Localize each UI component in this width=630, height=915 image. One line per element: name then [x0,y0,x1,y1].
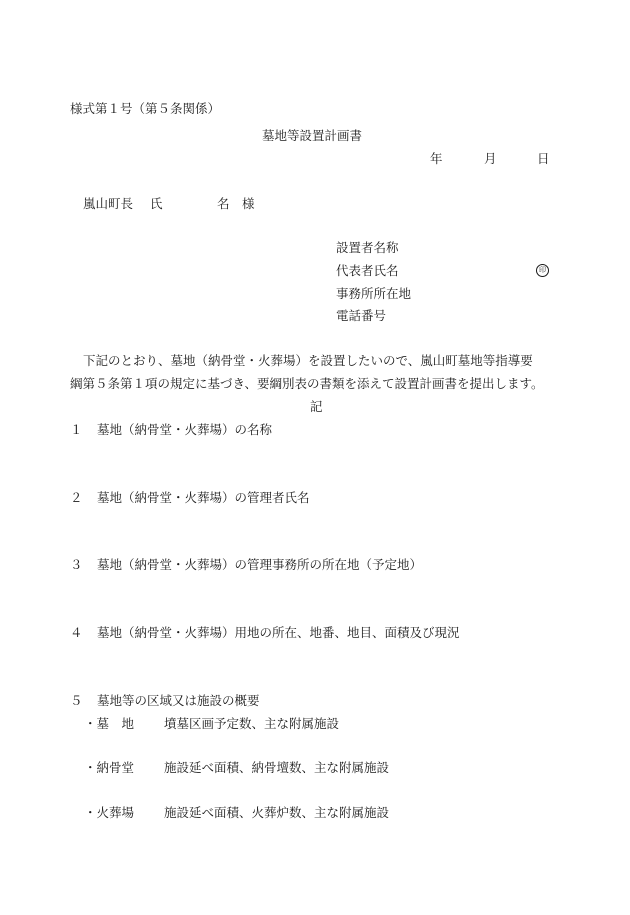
facility-cemetery-detail: 墳墓区画予定数、主な附属施設 [164,716,340,731]
item-1-text: 墓地（納骨堂・火葬場）の名称 [97,422,273,437]
item-5-text: 墓地等の区域又は施設の概要 [97,693,260,708]
facility-ossuary-detail: 施設延べ面積、納骨壇数、主な附属施設 [164,760,390,775]
phone-label: 電話番号 [336,308,387,323]
installer-name-label: 設置者名称 [336,240,399,255]
addressee-official: 嵐山町長 [83,196,134,211]
representative-name-label: 代表者氏名 [336,263,399,278]
date-month-label: 月 [484,151,497,166]
date-year-label: 年 [430,151,443,166]
item-2-number: ２ [70,490,83,505]
seal-icon: 印 [536,264,549,277]
body-text-line-2: 綱第５条第１項の規定に基づき、要綱別表の書類を添えて設置計画書を提出します。 [70,376,544,391]
facility-ossuary-label: ・納骨堂 [84,760,135,775]
form-number: 様式第１号（第５条関係） [70,101,221,116]
facility-cemetery-label: ・墓 地 [84,716,135,731]
record-heading: 記 [310,399,323,414]
facility-crematorium-detail: 施設延べ面積、火葬炉数、主な附属施設 [164,805,390,820]
item-2-text: 墓地（納骨堂・火葬場）の管理者氏名 [97,490,310,505]
date-day-label: 日 [537,151,550,166]
item-3-text: 墓地（納骨堂・火葬場）の管理事務所の所在地（予定地） [97,557,423,572]
item-5-number: ５ [70,693,83,708]
page-title: 墓地等設置計画書 [262,128,363,143]
item-1-number: １ [70,422,83,437]
item-3-number: ３ [70,557,83,572]
facility-crematorium-label: ・火葬場 [84,805,135,820]
item-4-text: 墓地（納骨堂・火葬場）用地の所在、地番、地目、面積及び現況 [97,625,460,640]
addressee-name-suffix: 名 [217,196,230,211]
office-address-label: 事務所所在地 [336,286,412,301]
addressee-name-prefix: 氏 [150,196,163,211]
item-4-number: ４ [70,625,83,640]
body-text-line-1: 下記のとおり、墓地（納骨堂・火葬場）を設置したいので、嵐山町墓地等指導要 [83,353,533,368]
addressee-honorific: 様 [242,196,255,211]
